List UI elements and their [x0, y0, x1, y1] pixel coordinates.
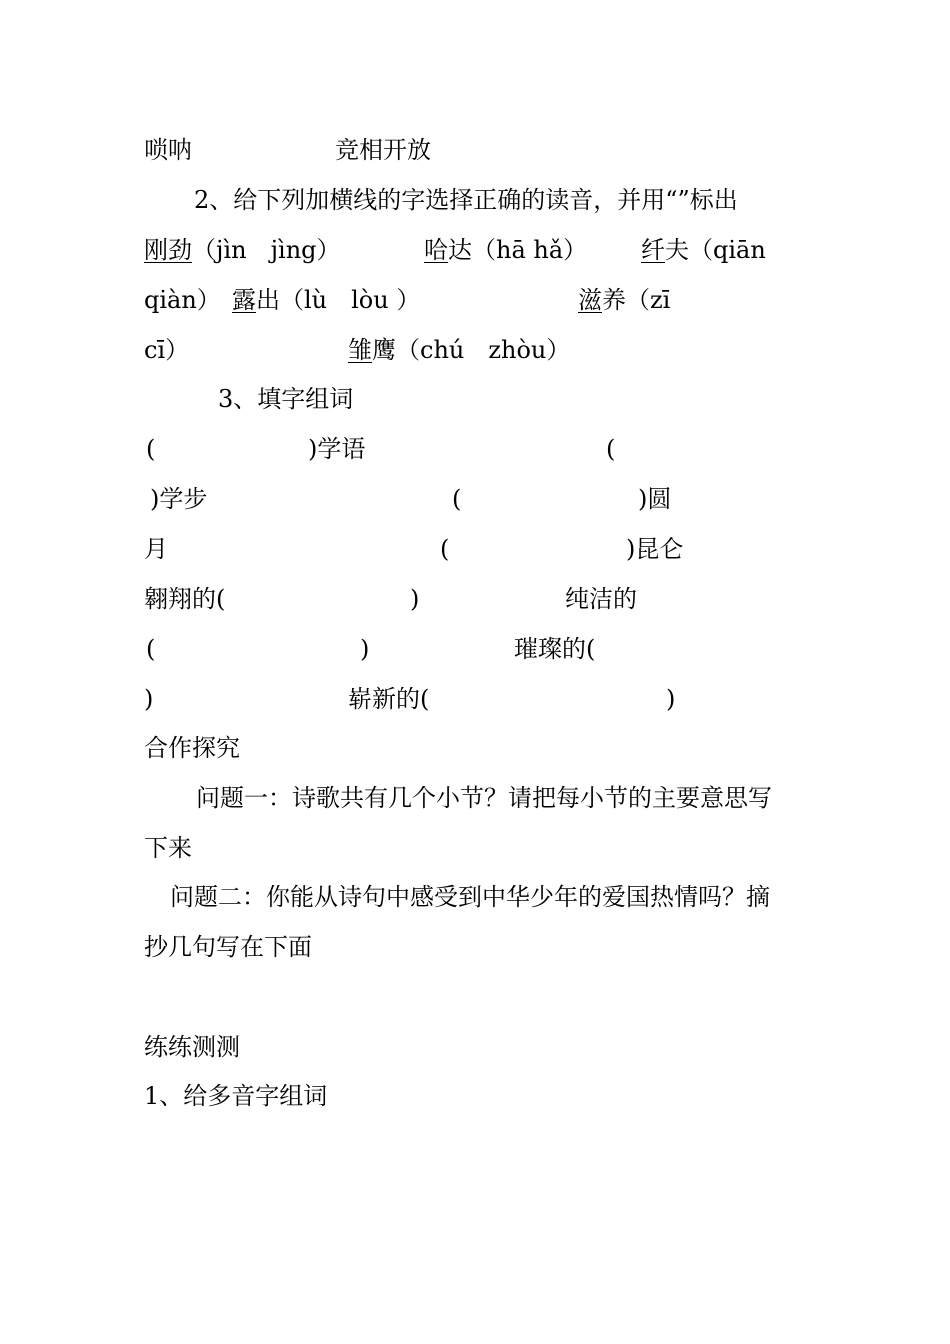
- pinyin-options: （lù lòu ）: [280, 286, 421, 314]
- problem-2-line-2: 抄几句写在下面: [144, 933, 312, 961]
- fill-chunjie: 纯洁的: [565, 585, 637, 613]
- question-2-title: 2、给下列加横线的字选择正确的读音，并用“”标出: [194, 186, 738, 214]
- underlined-chars: 刚劲: [144, 236, 192, 264]
- blank-open: (: [606, 435, 616, 463]
- plain-char: 出: [256, 286, 280, 314]
- section-heading-coop: 合作探究: [144, 734, 240, 762]
- underlined-chars: 雏: [348, 336, 372, 364]
- fill-xuebu: )学步: [150, 485, 208, 513]
- section-heading-practice: 练练测测: [144, 1033, 240, 1061]
- fill-cuican: 璀璨的(: [514, 635, 596, 663]
- plain-char: 鹰: [372, 336, 396, 364]
- blank-open: (: [440, 535, 450, 563]
- fill-zhanxin: 崭新的(: [348, 685, 430, 713]
- fill-aoxiang: 翱翔的(: [144, 585, 226, 613]
- pinyin-options: （chú zhòu）: [396, 336, 571, 364]
- fill-kunlun: )昆仑: [626, 535, 684, 563]
- plain-char: 达: [448, 236, 472, 264]
- problem-1-line-1: 问题一：诗歌共有几个小节？请把每小节的主要意思写: [196, 784, 772, 812]
- blank-close: ): [360, 635, 370, 663]
- plain-char: 夫: [665, 236, 689, 264]
- problem-1-line-2: 下来: [144, 834, 192, 862]
- fill-xueyu: )学语: [308, 435, 366, 463]
- blank-open: (: [146, 635, 156, 663]
- question-3-title: 3、填字组词: [218, 385, 354, 413]
- pinyin-item-hada: [424, 235, 587, 265]
- problem-2-line-1: 问题二：你能从诗句中感受到中华少年的爱国热情吗？摘: [170, 883, 770, 911]
- pinyin-options: （zī: [626, 286, 671, 314]
- pinyin-item-luchu: [232, 285, 420, 315]
- pinyin-item-ziyang: [578, 285, 670, 315]
- blank-close: ): [410, 585, 420, 613]
- pinyin-continuation: qiàn）: [144, 286, 221, 314]
- word-suona: 唢呐: [144, 136, 192, 164]
- underlined-chars: 哈: [424, 236, 448, 264]
- practice-item-1: 1、给多音字组词: [144, 1082, 328, 1110]
- blank-open: (: [146, 435, 156, 463]
- pinyin-item-gangjin: [144, 235, 341, 265]
- underlined-chars: 滋: [578, 286, 602, 314]
- word-jingxiang: 竞相开放: [335, 136, 431, 164]
- pinyin-options: （qiān: [689, 236, 766, 264]
- pinyin-continuation: cī）: [144, 336, 190, 364]
- fill-yuan: )圆: [638, 485, 672, 513]
- blank-open: (: [452, 485, 462, 513]
- underlined-chars: 露: [232, 286, 256, 314]
- pinyin-options: （jìn jìng）: [192, 236, 341, 264]
- plain-char: 养: [602, 286, 626, 314]
- blank-close: ): [144, 685, 154, 713]
- pinyin-options: （hā hǎ）: [472, 236, 588, 264]
- fill-yue: 月: [144, 535, 168, 563]
- underlined-chars: 纤: [641, 236, 665, 264]
- pinyin-item-chuying: [348, 335, 570, 365]
- blank-close: ): [666, 685, 676, 713]
- pinyin-item-qianfu: [641, 235, 766, 265]
